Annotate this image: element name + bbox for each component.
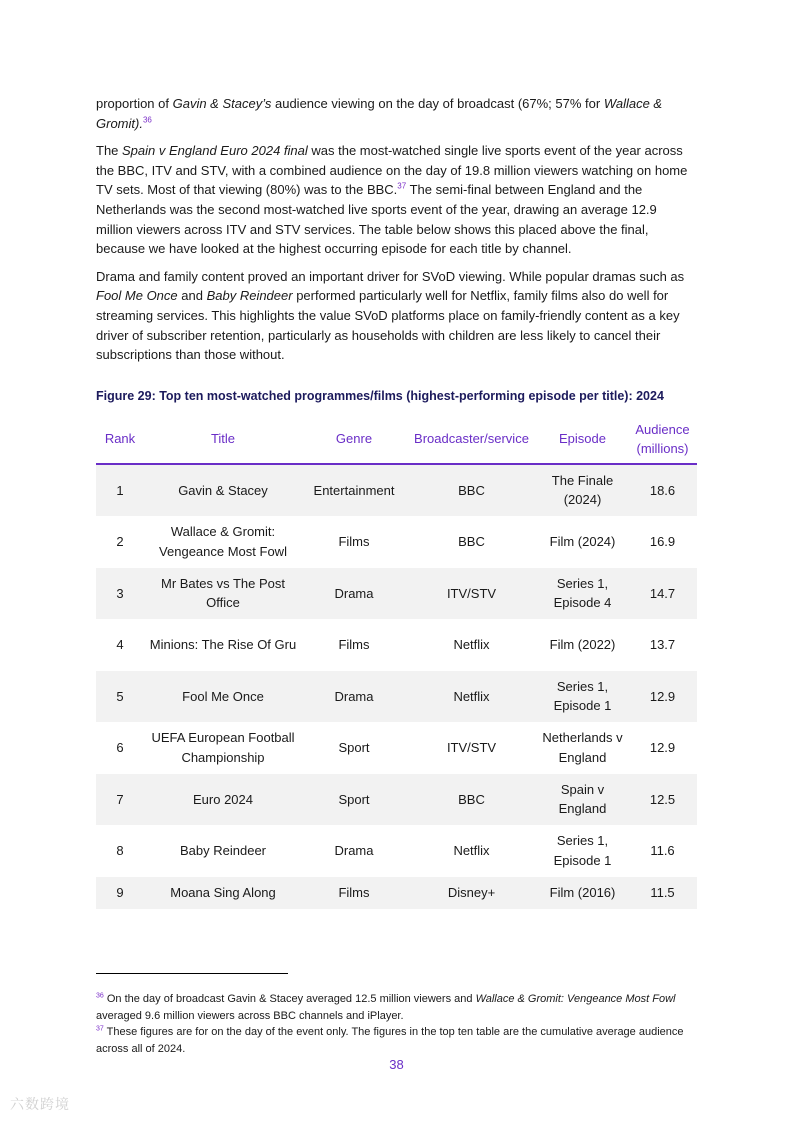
- column-header-broadcaster: Broadcaster/service: [406, 415, 537, 464]
- cell-rank: 5: [96, 671, 144, 723]
- text-run: audience viewing on the day of broadcast (67%; 57% for: [271, 96, 604, 111]
- cell-title: Baby Reindeer: [180, 843, 266, 859]
- cell-broadcaster: Netflix: [406, 671, 537, 723]
- cell-genre: Drama: [302, 568, 406, 620]
- cell-episode: The Finale (2024): [537, 464, 628, 517]
- body-paragraph: [96, 94, 697, 133]
- footnote: [96, 991, 697, 1024]
- text-run: proportion of: [96, 96, 173, 111]
- top-ten-table: [96, 415, 697, 909]
- footnote-divider: [96, 973, 288, 974]
- cell-title: Wallace & Gromit: Vengeance Most Fowl: [159, 524, 287, 559]
- cell-genre: Sport: [302, 774, 406, 826]
- table-row: [96, 516, 697, 568]
- footnote-reference: 37: [96, 1025, 104, 1033]
- cell-title: Mr Bates vs The Post Office: [144, 568, 302, 620]
- cell-broadcaster: Disney+: [406, 877, 537, 909]
- text-run: Drama and family content proved an important driver for SVoD viewing. While popular dramas such as: [96, 268, 685, 284]
- table-row: [96, 825, 697, 877]
- cell-broadcaster: ITV/STV: [446, 740, 497, 756]
- text-run: The semi-final between England and the Netherlands was the second most-watched live sports event of the year, drawing an average 12.9 million viewers across ITV and STV services. The table below shows this placed above the final, because we have looked at the highest occurring episode for each title by channel.: [96, 182, 657, 257]
- footnote-reference: 36: [96, 992, 104, 1000]
- page-number: 38: [389, 1057, 404, 1072]
- cell-genre: Films: [302, 877, 406, 909]
- column-header-genre: Genre: [302, 415, 406, 464]
- cell-audience: 16.9: [649, 534, 676, 550]
- cell-broadcaster: ITV/STV: [406, 568, 537, 620]
- cell-episode: Film (2016): [537, 877, 628, 909]
- cell-title: Euro 2024: [144, 774, 302, 826]
- cell-audience: 14.7: [628, 568, 697, 620]
- text-run: These figures are for on the day of the event only. The figures in the top ten table are the cumulative average audience across all of 2024.: [96, 1026, 684, 1055]
- italic-text: Wallace & Gromit: Vengeance Most Fowl: [475, 993, 676, 1005]
- cell-genre: Drama: [334, 843, 374, 859]
- cell-title: Gavin & Stacey: [144, 464, 302, 517]
- cell-genre: Entertainment: [302, 464, 406, 517]
- cell-broadcaster: Netflix: [453, 637, 490, 653]
- text-run: and: [177, 288, 207, 304]
- table-row: [96, 722, 697, 774]
- table-body: [96, 464, 697, 909]
- column-header-title: Title: [144, 415, 302, 464]
- cell-audience: 12.9: [649, 740, 676, 756]
- text-run: was the most-watched single live sports event of the year across the BBC, ITV and STV, with a combined audience on the day of 19.8 million viewers watching on home TV sets. Most of that viewing (80%) was to the BBC.: [96, 143, 688, 198]
- figure-title: Figure 29: Top ten most-watched programmes/films (highest-performing episode per title): 2024: [96, 388, 664, 403]
- italic-text: Gavin & Stacey’s: [172, 96, 272, 111]
- column-header-episode: Episode: [537, 415, 628, 464]
- table-row: [96, 464, 697, 517]
- cell-genre: Films: [338, 534, 370, 550]
- cell-rank: 4: [116, 637, 124, 653]
- cell-broadcaster: BBC: [406, 774, 537, 826]
- table-row: [96, 568, 697, 620]
- column-header-rank: Rank: [96, 415, 144, 464]
- cell-episode: Series 1, Episode 1: [537, 671, 628, 723]
- cell-episode: Film (2024): [549, 534, 616, 550]
- cell-broadcaster: BBC: [458, 534, 485, 550]
- cell-rank: 8: [116, 843, 124, 859]
- italic-text: Spain v England Euro 2024 final: [122, 143, 308, 159]
- cell-rank: 2: [116, 534, 124, 550]
- text-run: On the day of broadcast Gavin & Stacey averaged 12.5 million viewers and: [103, 993, 476, 1005]
- footnote-reference: 36: [142, 115, 152, 125]
- cell-genre: Drama: [302, 671, 406, 723]
- cell-audience: 11.5: [628, 877, 697, 909]
- cell-title: UEFA European Football Championship: [151, 730, 295, 765]
- footnote: [96, 1024, 697, 1057]
- table-row: [96, 671, 697, 723]
- cell-audience: 12.5: [628, 774, 697, 826]
- text-run: performed particularly well for Netflix, family films also do well for streaming services. This highlights the value SVoD platforms place on family-friendly content as a key driver of subscriber retention, particularly as households with children are less likely to cancel their subscriptions than those without.: [96, 288, 680, 363]
- watermark-logo: 六数跨境: [10, 1097, 70, 1113]
- cell-episode: Spain v England: [537, 774, 628, 826]
- cell-audience: 12.9: [628, 671, 697, 723]
- footnote-reference: 37: [397, 182, 407, 192]
- body-text: [96, 94, 697, 365]
- body-paragraph: [96, 267, 697, 365]
- cell-episode: Film (2022): [549, 637, 616, 653]
- body-paragraph: [96, 141, 697, 259]
- cell-title: Moana Sing Along: [144, 877, 302, 909]
- cell-rank: 7: [96, 774, 144, 826]
- column-header-audience: Audience (millions): [628, 415, 697, 464]
- cell-episode: Netherlands v England: [542, 730, 623, 765]
- table-row: [96, 619, 697, 671]
- text-run: averaged 9.6 million viewers across BBC channels and iPlayer.: [96, 1009, 404, 1022]
- cell-rank: 1: [96, 464, 144, 517]
- cell-audience: 13.7: [649, 637, 676, 653]
- table-header-row: [96, 415, 697, 464]
- cell-title: Fool Me Once: [144, 671, 302, 723]
- cell-rank: 6: [116, 740, 124, 756]
- table-row: [96, 877, 697, 909]
- italic-text: Fool Me Once: [96, 288, 178, 304]
- cell-rank: 3: [96, 568, 144, 620]
- table-row: [96, 774, 697, 826]
- cell-episode: Series 1, Episode 1: [553, 833, 612, 868]
- cell-rank: 9: [96, 877, 144, 909]
- italic-text: Wallace & Gromit).: [96, 96, 663, 131]
- cell-broadcaster: BBC: [406, 464, 537, 517]
- text-run: The: [96, 143, 123, 159]
- cell-title: Minions: The Rise Of Gru: [149, 637, 297, 653]
- page-body: [96, 94, 697, 909]
- cell-episode: Series 1, Episode 4: [537, 568, 628, 620]
- italic-text: Baby Reindeer: [206, 288, 293, 304]
- cell-broadcaster: Netflix: [453, 843, 490, 859]
- cell-audience: 18.6: [628, 464, 697, 517]
- cell-audience: 11.6: [650, 843, 675, 859]
- cell-genre: Films: [338, 637, 370, 653]
- cell-genre: Sport: [338, 740, 370, 756]
- footnotes: [96, 991, 697, 1057]
